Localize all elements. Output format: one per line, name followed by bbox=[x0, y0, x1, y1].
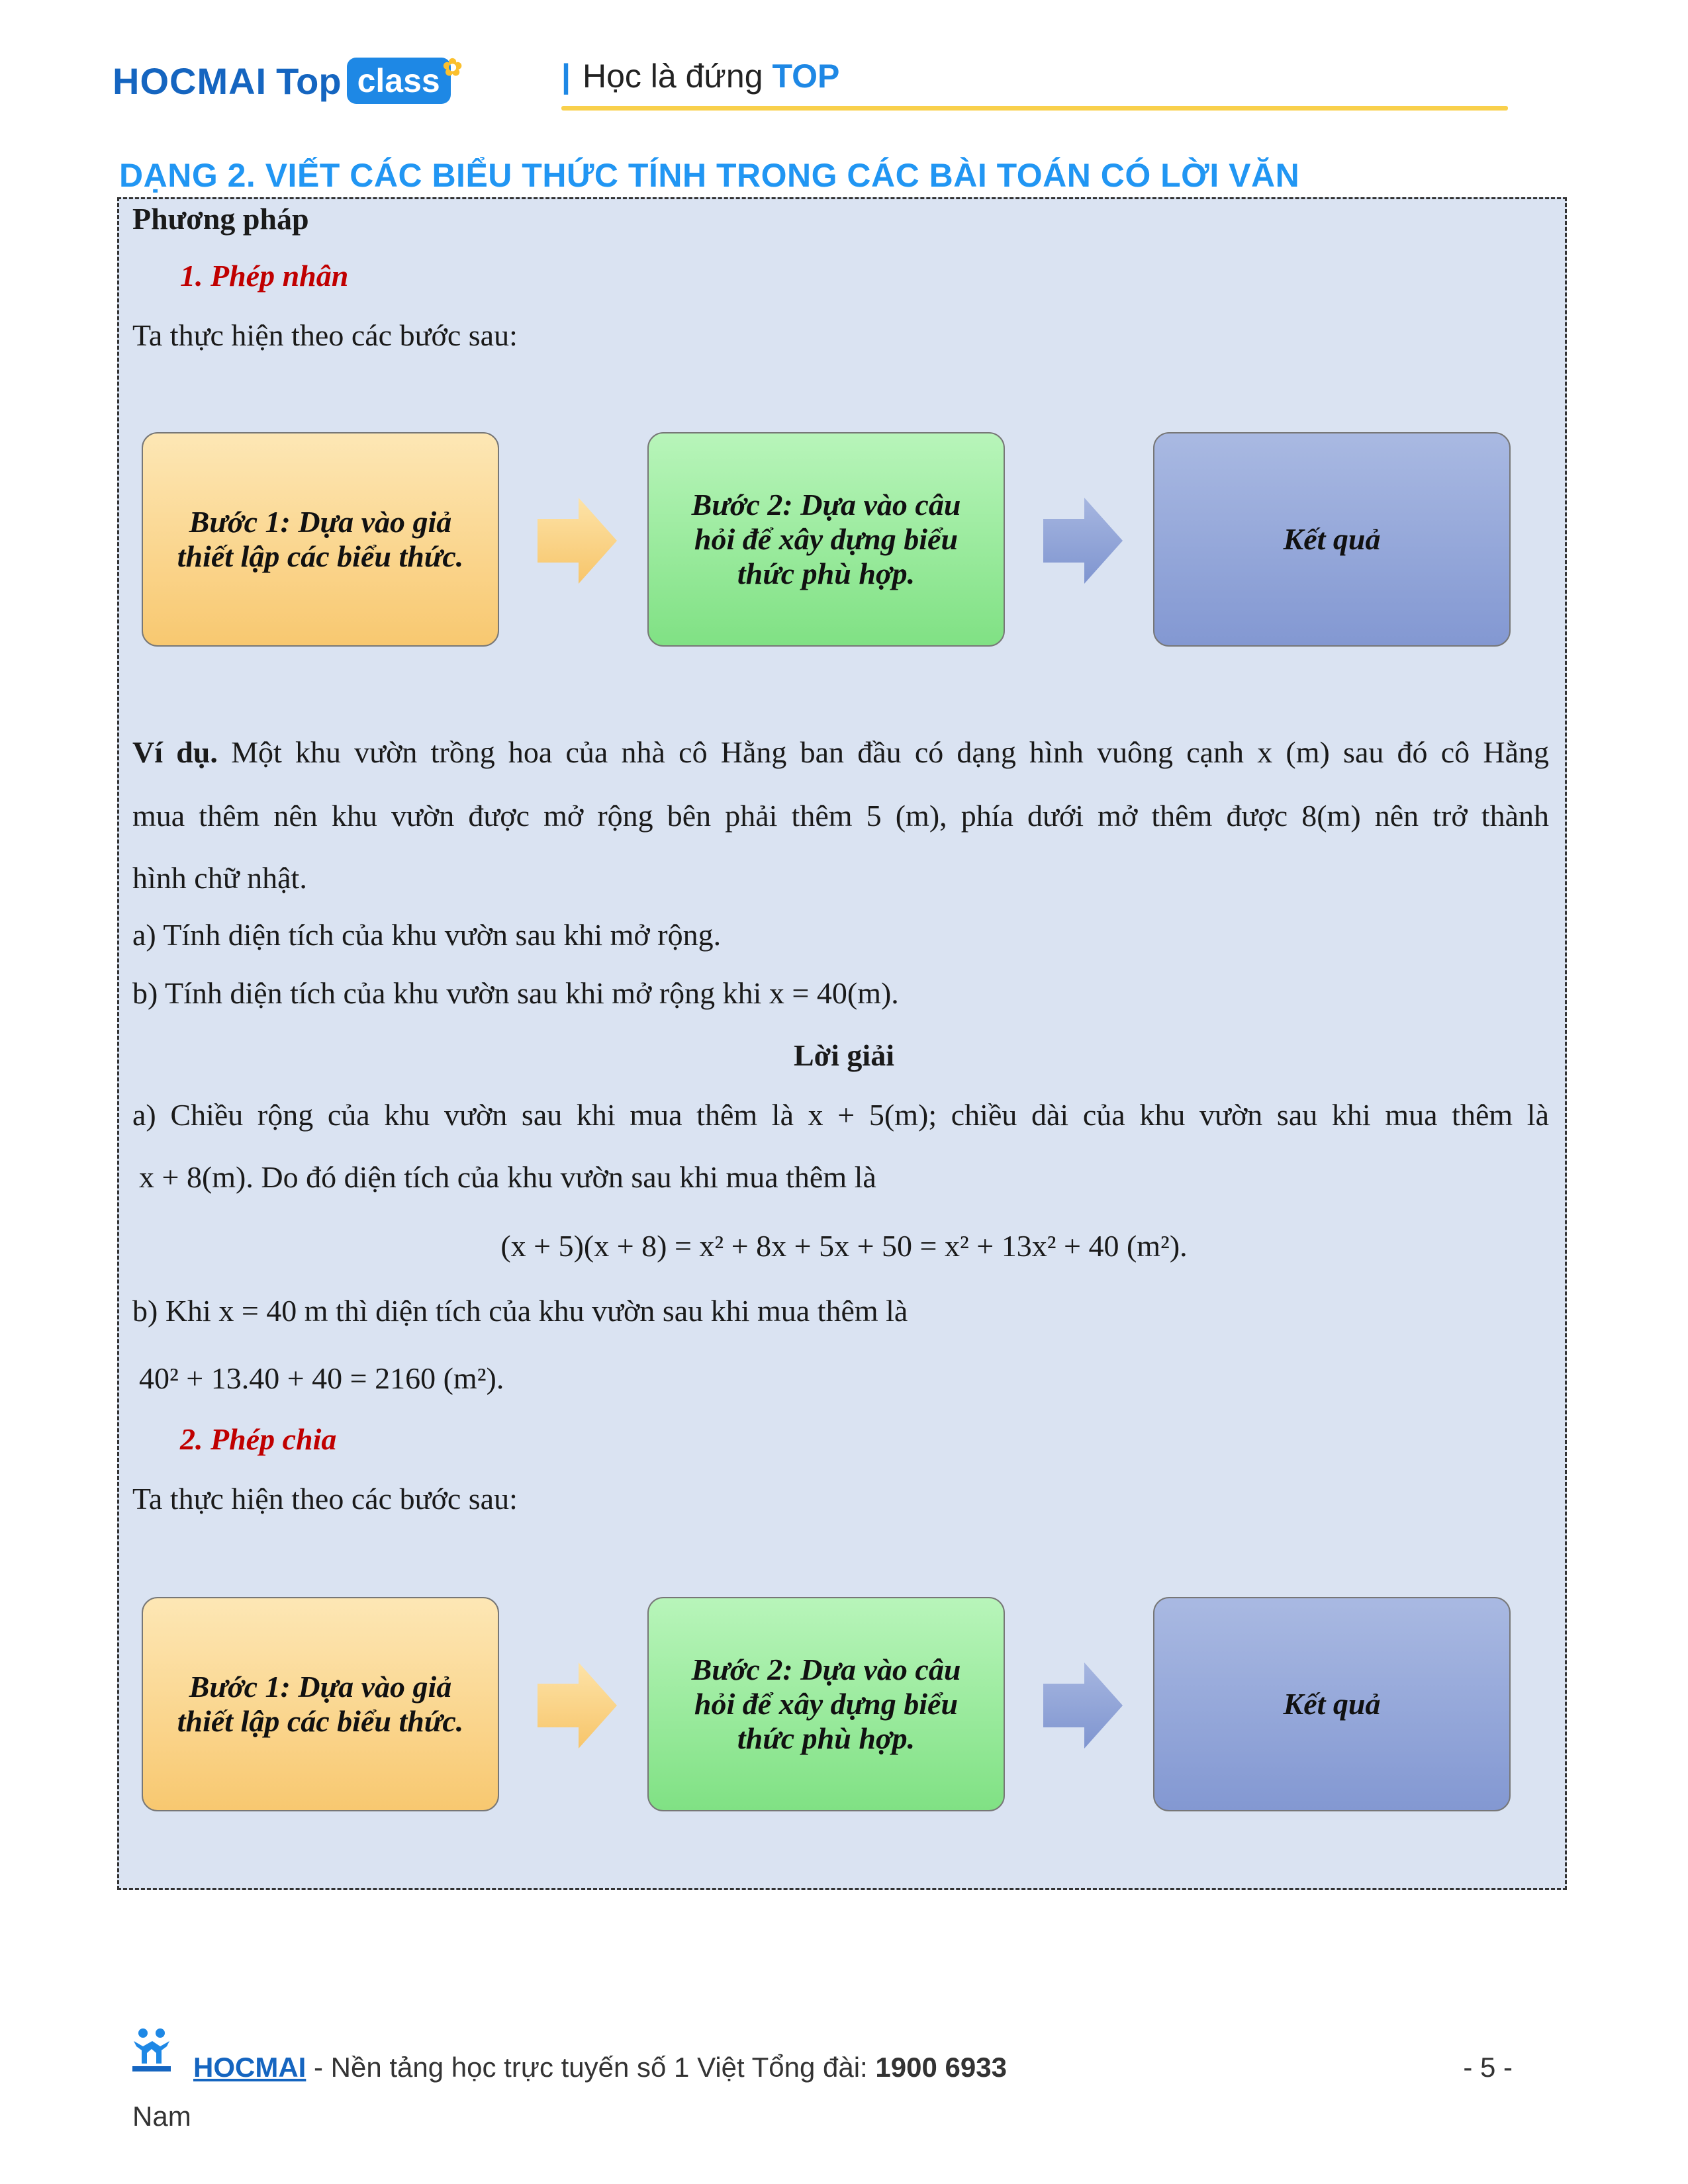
flow1-result-box bbox=[1153, 432, 1511, 647]
part1-intro: Ta thực hiện theo các bước sau: bbox=[132, 318, 518, 352]
flow2-step1-line2: thiết lập các biểu thức. bbox=[177, 1704, 464, 1738]
flow1-arrow-right-icon bbox=[538, 498, 617, 584]
example-line1 bbox=[132, 735, 1549, 770]
flow2-step1-box bbox=[142, 1597, 499, 1811]
solution-a-line1: a) Chiều rộng của khu vườn sau khi mua thêm là x + 5(m); chiều dài của khu vườn sau khi mua thêm là bbox=[132, 1098, 1549, 1132]
logo-hocmai-text: HOCMAI bbox=[113, 60, 267, 102]
flow1-step2-line2: hỏi để xây dựng biểu bbox=[694, 522, 959, 556]
question-b: b) Tính diện tích của khu vườn sau khi mở rộng khi x = 40(m). bbox=[132, 976, 899, 1010]
logo-top-text: Top bbox=[276, 60, 342, 102]
header-slogan bbox=[561, 57, 839, 95]
flow2-arrow-right-icon-2 bbox=[1043, 1662, 1123, 1749]
footer-nam: Nam bbox=[132, 2101, 191, 2132]
solution-a-line2: x + 8(m). Do đó diện tích của khu vườn sau khi mua thêm là bbox=[139, 1160, 876, 1194]
footer-text bbox=[193, 2052, 1007, 2083]
flow1-step2-line1: Bước 2: Dựa vào câu bbox=[691, 488, 961, 522]
part1-heading: 1. Phép nhân bbox=[180, 259, 349, 293]
hocmai-people-icon bbox=[130, 2026, 173, 2073]
slogan-text: Học là đứng bbox=[583, 58, 763, 95]
section-title: DẠNG 2. VIẾT CÁC BIỂU THỨC TÍNH TRONG CÁC BÀI TOÁN CÓ LỜI VĂN bbox=[119, 157, 1300, 194]
example-label: Ví dụ. bbox=[132, 735, 218, 769]
example-line2: mua thêm nên khu vườn được mở rộng bên phải thêm 5 (m), phía dưới mở thêm được 8(m) nên trở thành bbox=[132, 799, 1549, 833]
method-heading: Phương pháp bbox=[132, 202, 309, 236]
flow2-arrow-right-icon bbox=[538, 1662, 617, 1749]
flow1-step2-line3: thức phù hợp. bbox=[737, 557, 915, 590]
solution-heading: Lời giải bbox=[794, 1038, 894, 1072]
flow2-result-box bbox=[1153, 1597, 1511, 1811]
slogan-top-word: TOP bbox=[772, 58, 840, 95]
example-line3: hình chữ nhật. bbox=[132, 861, 307, 895]
part2-intro: Ta thực hiện theo các bước sau: bbox=[132, 1482, 518, 1516]
flow1-step1-box bbox=[142, 432, 499, 647]
logo-class-text: class bbox=[357, 62, 440, 99]
flow1-step1-line2: thiết lập các biểu thức. bbox=[177, 539, 464, 573]
header-divider-line bbox=[561, 106, 1508, 111]
question-a: a) Tính diện tích của khu vườn sau khi mở rộng. bbox=[132, 918, 722, 952]
flow2-step2-line2: hỏi để xây dựng biểu bbox=[694, 1687, 959, 1721]
flow1-result-text: Kết quả bbox=[1283, 522, 1381, 556]
flow2-result-text: Kết quả bbox=[1283, 1687, 1381, 1721]
footer-phone: 1900 6933 bbox=[875, 2052, 1007, 2083]
solution-b-line1: b) Khi x = 40 m thì diện tích của khu vườn sau khi mua thêm là bbox=[132, 1294, 908, 1328]
solution-b-formula: 40² + 13.40 + 40 = 2160 (m²). bbox=[139, 1361, 504, 1395]
flow2-step2-box bbox=[647, 1597, 1005, 1811]
flow2-step2-line1: Bước 2: Dựa vào câu bbox=[691, 1653, 961, 1686]
slogan-divider: | bbox=[561, 58, 571, 95]
hocmai-topclass-logo bbox=[113, 54, 463, 107]
flow1-arrow-right-icon-2 bbox=[1043, 498, 1123, 584]
solution-a-formula: (x + 5)(x + 8) = x² + 8x + 5x + 50 = x² + 13x² + 40 (m²). bbox=[500, 1229, 1188, 1263]
logo-class-badge bbox=[347, 54, 463, 104]
flow2-step2-line3: thức phù hợp. bbox=[737, 1721, 915, 1755]
example-line1-text: Một khu vườn trồng hoa của nhà cô Hằng ban đầu có dạng hình vuông cạnh x (m) sau đó cô Hằng bbox=[231, 735, 1550, 769]
footer-brand-link[interactable]: HOCMAI bbox=[193, 2052, 306, 2083]
flow1-step1-line1: Bước 1: Dựa vào giả bbox=[189, 505, 452, 539]
flow1-step2-box bbox=[647, 432, 1005, 647]
star-icon: ✿ bbox=[442, 54, 463, 81]
flow2-step1-line1: Bước 1: Dựa vào giả bbox=[189, 1670, 452, 1704]
part2-heading: 2. Phép chia bbox=[180, 1422, 337, 1456]
footer-description: - Nền tảng học trực tuyến số 1 Việt Tổng đài: bbox=[306, 2052, 876, 2083]
page-number: - 5 - bbox=[1463, 2052, 1513, 2083]
